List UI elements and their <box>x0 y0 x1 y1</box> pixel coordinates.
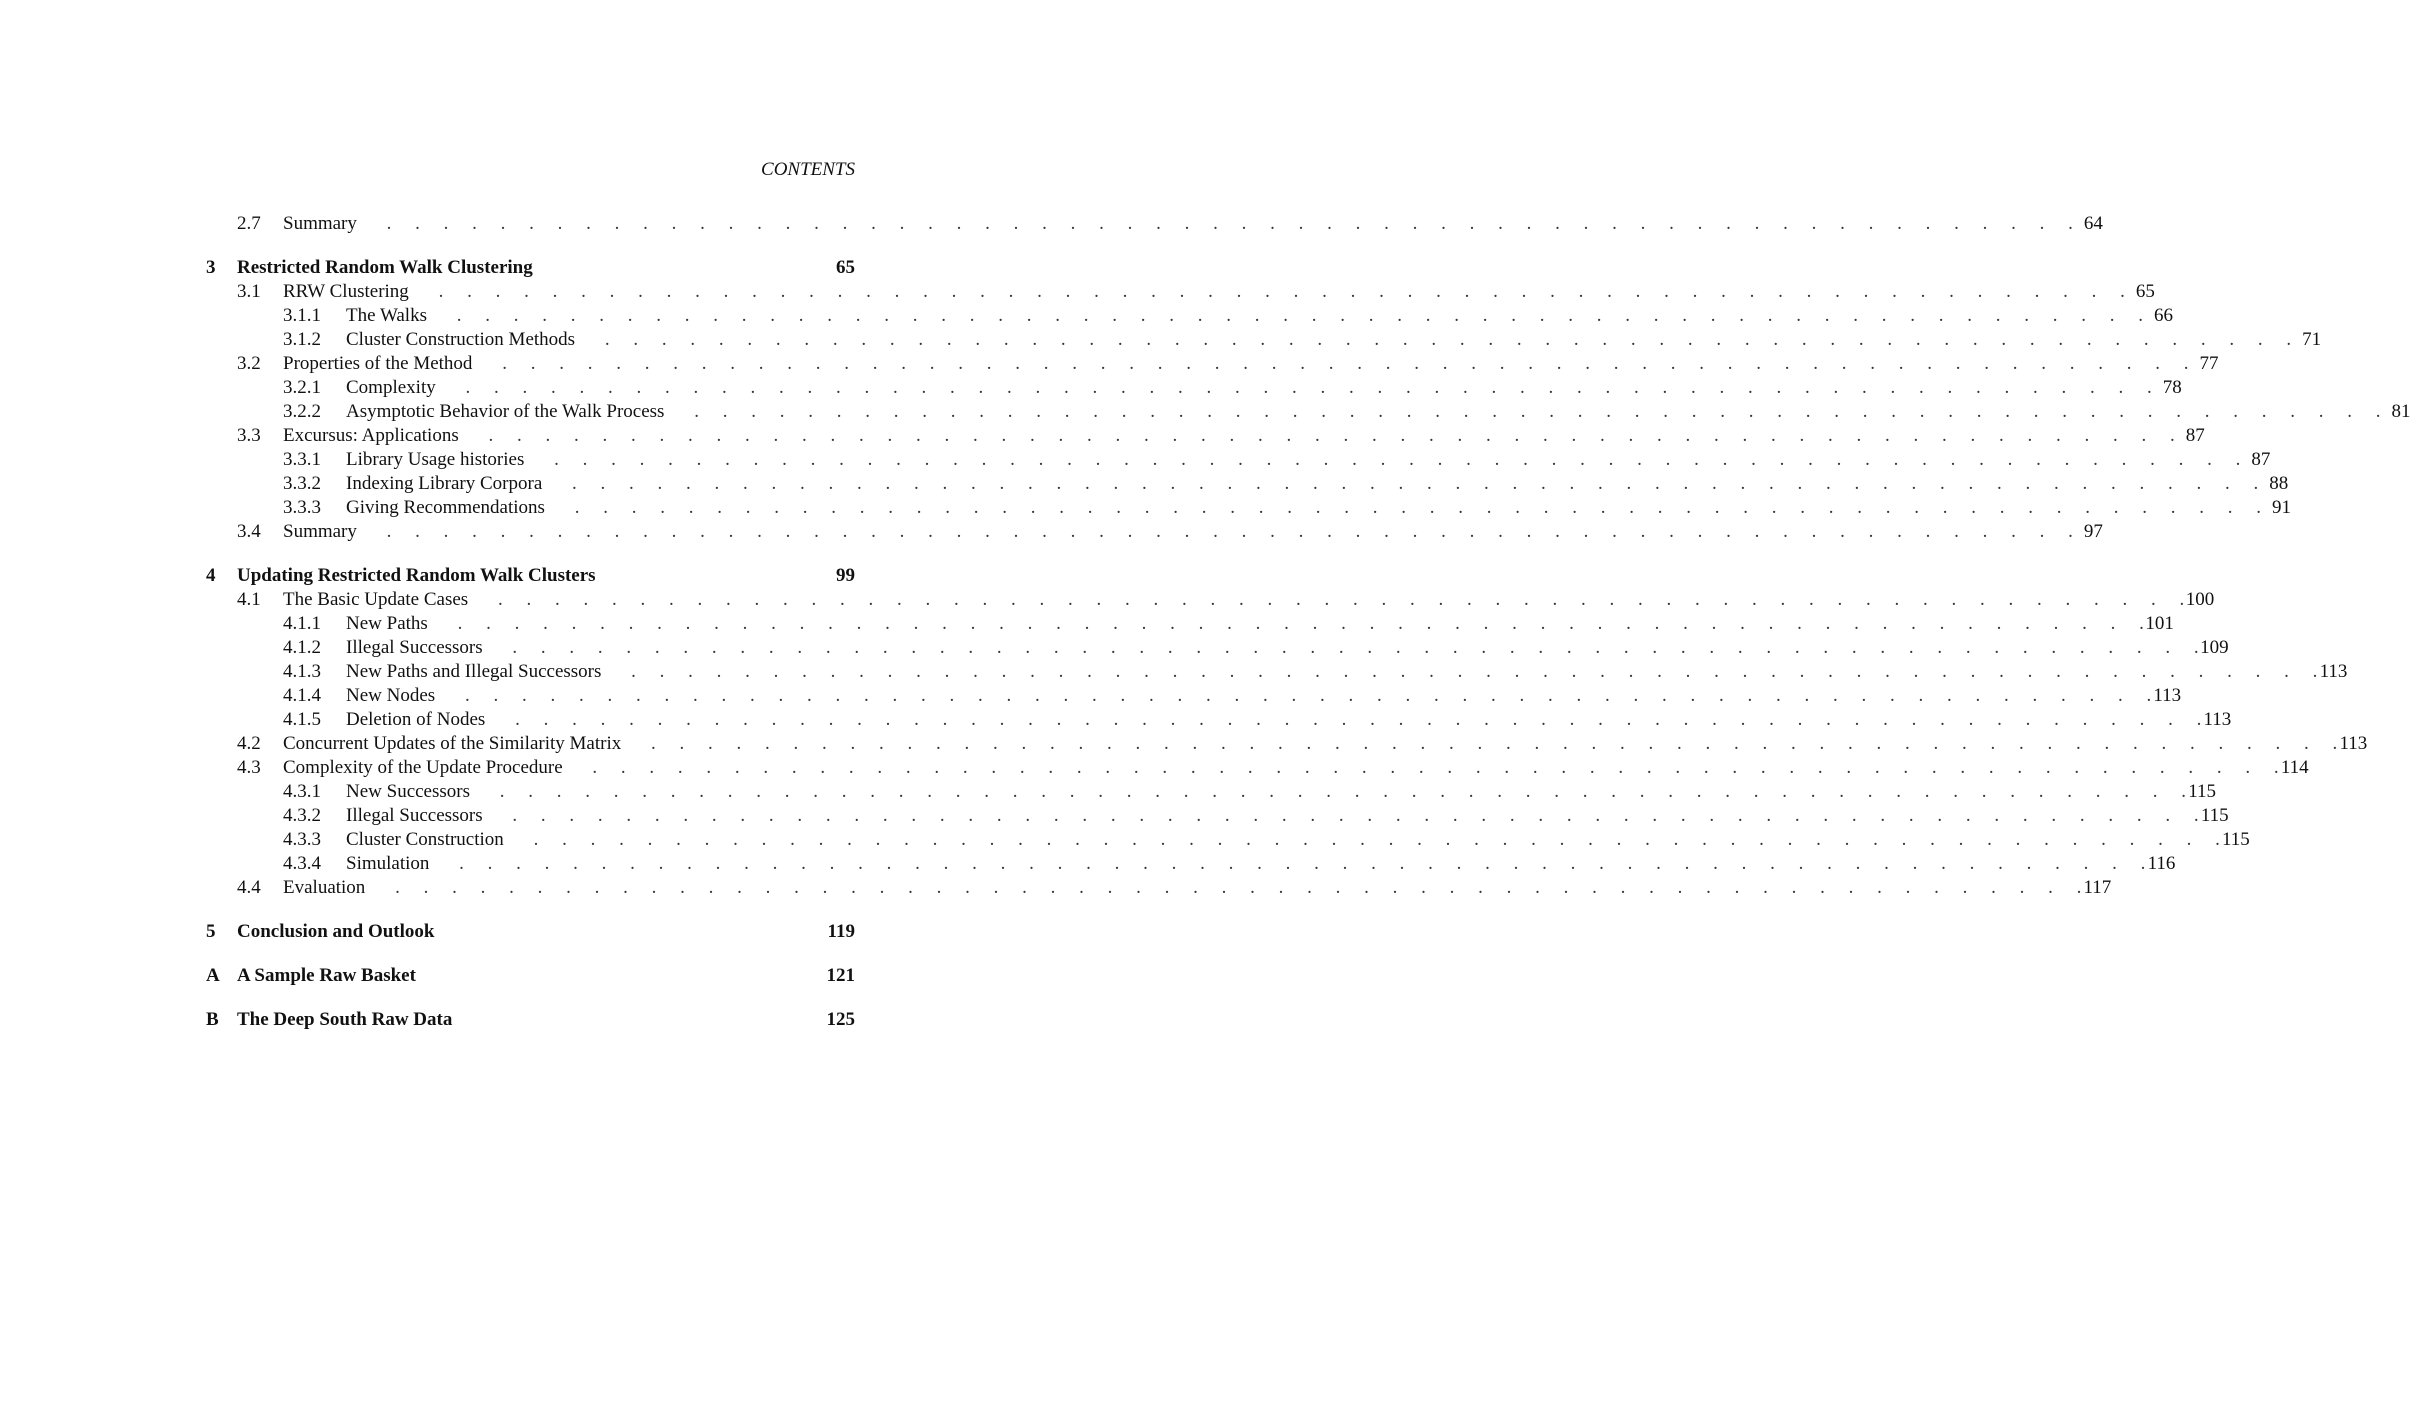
dot-leader: . . . . . . . . . . . . . . . . . . . . . . . . . . . . . . . . . . . . . . . . . . . . . . . . . . . . . . . . . . . . <box>530 449 2241 470</box>
dot-leader: . . . . . . . . . . . . . . . . . . . . . . . . . . . . . . . . . . . . . . . . . . . . . . . . . . . . . . . . . . . . <box>568 757 2279 778</box>
toc-entry[interactable] <box>0 852 2176 876</box>
dot-leader: . . . . . . . . . . . . . . . . . . . . . . . . . . . . . . . . . . . . . . . . . . . . . . . . . . . . . . . . . . . . <box>371 877 2082 898</box>
entry-number: 4.1.4 <box>283 685 321 706</box>
toc-entry[interactable] <box>0 520 2103 544</box>
toc-entry[interactable] <box>0 636 2229 660</box>
page-number: 65 <box>836 257 855 278</box>
dot-leader: . . . . . . . . . . . . . . . . . . . . . . . . . . . . . . . . . . . . . . . . . . . . . . . . . . . . . . . . . . . . <box>464 425 2175 446</box>
page-number: 87 <box>2251 449 2271 470</box>
entry-number: 3.2.2 <box>283 401 321 422</box>
running-header: CONTENTS <box>761 159 855 180</box>
entry-title: RRW Clustering <box>283 281 415 303</box>
toc-chapter-entry[interactable] <box>0 920 855 944</box>
entry-title: Evaluation <box>283 877 371 899</box>
toc-entry[interactable] <box>0 612 2174 636</box>
entry-title: Concurrent Updates of the Similarity Matrix <box>283 733 627 755</box>
page-number: 101 <box>2145 613 2174 634</box>
entry-number: 4.3.3 <box>283 829 321 850</box>
toc-entry[interactable] <box>0 328 2322 352</box>
entry-title: New Paths and Illegal Successors <box>346 661 607 683</box>
page-number: 78 <box>2162 377 2182 398</box>
dot-leader: . . . . . . . . . . . . . . . . . . . . . . . . . . . . . . . . . . . . . . . . . . . . . . . . . . . . . . . . . . . . <box>441 685 2152 706</box>
entry-number: 3.3.1 <box>283 449 321 470</box>
toc-entry[interactable] <box>0 828 2250 852</box>
entry-number: 3 <box>206 257 216 278</box>
entry-number: 5 <box>206 921 216 942</box>
entry-number: 3.1.2 <box>283 329 321 350</box>
page-number: 87 <box>2185 425 2205 446</box>
dot-leader: . . . . . . . . . . . . . . . . . . . . . . . . . . . . . . . . . . . . . . . . . . . . . . . . . . . . . . . . . . . . <box>607 661 2318 682</box>
toc-entry[interactable] <box>0 472 2289 496</box>
entry-number: 2.7 <box>237 213 261 234</box>
page-number: 81 <box>2391 401 2410 422</box>
entry-title: Restricted Random Walk Clustering <box>237 257 539 279</box>
page-number: 91 <box>2271 497 2291 518</box>
dot-leader: . . . . . . . . . . . . . . . . . . . . . . . . . . . . . . . . . . . . . . . . . . . . . . . . . . . . . . . . . . . . <box>509 829 2220 850</box>
entry-title: New Nodes <box>346 685 441 707</box>
entry-title: New Paths <box>346 613 434 635</box>
page-number: 115 <box>2200 805 2229 826</box>
entry-title: Illegal Successors <box>346 637 489 659</box>
entry-title: Complexity of the Update Procedure <box>283 757 569 779</box>
entry-number: 4.1.3 <box>283 661 321 682</box>
entry-title: Library Usage histories <box>346 449 530 471</box>
entry-title: New Successors <box>346 781 476 803</box>
dot-leader: . . . . . . . . . . . . . . . . . . . . . . . . . . . . . . . . . . . . . . . . . . . . . . . . . . . . . . . . . . . . <box>435 853 2146 874</box>
page-number: 100 <box>2185 589 2215 610</box>
page-number: 64 <box>2083 213 2103 234</box>
page-number: 114 <box>2280 757 2309 778</box>
toc-entry[interactable] <box>0 588 2215 612</box>
dot-leader: . . . . . . . . . . . . . . . . . . . . . . . . . . . . . . . . . . . . . . . . . . . . . . . . . . . . . . . . . . . . <box>414 281 2125 302</box>
entry-number: 3.3.2 <box>283 473 321 494</box>
entry-number: 4.1 <box>237 589 261 610</box>
page-number: 113 <box>2339 733 2368 754</box>
entry-title: Summary <box>283 521 363 543</box>
toc-entry[interactable] <box>0 424 2205 448</box>
entry-title: A Sample Raw Basket <box>237 965 422 987</box>
dot-leader: . . . . . . . . . . . . . . . . . . . . . . . . . . . . . . . . . . . . . . . . . . . . . . . . . . . . . . . . . . . . <box>548 473 2259 494</box>
page-number: 65 <box>2135 281 2155 302</box>
page-number: 88 <box>2269 473 2289 494</box>
page-number: 113 <box>2203 709 2232 730</box>
dot-leader: . . . . . . . . . . . . . . . . . . . . . . . . . . . . . . . . . . . . . . . . . . . . . . . . . . . . . . . . . . . . <box>362 521 2073 542</box>
dot-leader: . . . . . . . . . . . . . . . . . . . . . . . . . . . . . . . . . . . . . . . . . . . . . . . . . . . . . . . . . . . . <box>474 589 2185 610</box>
entry-number: 3.2.1 <box>283 377 321 398</box>
entry-number: 4.1.1 <box>283 613 321 634</box>
toc-chapter-entry[interactable] <box>0 1008 855 1032</box>
entry-title: Asymptotic Behavior of the Walk Process <box>346 401 670 423</box>
toc-entry[interactable] <box>0 708 2232 732</box>
toc-entry[interactable] <box>0 804 2229 828</box>
entry-title: Cluster Construction Methods <box>346 329 581 351</box>
page-number: 66 <box>2153 305 2173 326</box>
toc-chapter-entry[interactable] <box>0 564 855 588</box>
dot-leader: . . . . . . . . . . . . . . . . . . . . . . . . . . . . . . . . . . . . . . . . . . . . . . . . . . . . . . . . . . . . <box>478 353 2189 374</box>
dot-leader: . . . . . . . . . . . . . . . . . . . . . . . . . . . . . . . . . . . . . . . . . . . . . . . . . . . . . . . . . . . . <box>433 613 2144 634</box>
page-number: 121 <box>826 965 855 986</box>
entry-title: Conclusion and Outlook <box>237 921 440 943</box>
page-number: 113 <box>2319 661 2348 682</box>
page-number: 99 <box>836 565 855 586</box>
entry-number: 4.3.4 <box>283 853 321 874</box>
toc-entry[interactable] <box>0 660 2348 684</box>
entry-number: 4.3.1 <box>283 781 321 802</box>
entry-number: 3.1 <box>237 281 261 302</box>
entry-title: Excursus: Applications <box>283 425 465 447</box>
entry-number: 4.2 <box>237 733 261 754</box>
page-number: 115 <box>2188 781 2217 802</box>
dot-leader: . . . . . . . . . . . . . . . . . . . . . . . . . . . . . . . . . . . . . . . . . . . . . . . . . . . . . . . . . . . . <box>362 213 2073 234</box>
dot-leader: . . . . . . . . . . . . . . . . . . . . . . . . . . . . . . . . . . . . . . . . . . . . . . . . . . . . . . . . . . . . <box>432 305 2143 326</box>
toc-entry[interactable] <box>0 280 2155 304</box>
entry-title: Giving Recommendations <box>346 497 551 519</box>
entry-title: Indexing Library Corpora <box>346 473 548 495</box>
entry-number: 4.1.5 <box>283 709 321 730</box>
toc-entry[interactable] <box>0 400 2410 424</box>
dot-leader: . . . . . . . . . . . . . . . . . . . . . . . . . . . . . . . . . . . . . . . . . . . . . . . . . . . . . . . . . . . . <box>627 733 2338 754</box>
entry-number: 4 <box>206 565 216 586</box>
entry-title: Complexity <box>346 377 442 399</box>
page-number: 119 <box>827 921 855 942</box>
entry-number: 3.4 <box>237 521 261 542</box>
dot-leader: . . . . . . . . . . . . . . . . . . . . . . . . . . . . . . . . . . . . . . . . . . . . . . . . . . . . . . . . . . . . <box>581 329 2292 350</box>
dot-leader: . . . . . . . . . . . . . . . . . . . . . . . . . . . . . . . . . . . . . . . . . . . . . . . . . . . . . . . . . . . . <box>476 781 2187 802</box>
toc-chapter-entry[interactable] <box>0 256 855 280</box>
entry-title: Deletion of Nodes <box>346 709 491 731</box>
entry-title: Updating Restricted Random Walk Clusters <box>237 565 602 587</box>
entry-title: Summary <box>283 213 363 235</box>
page-number: 125 <box>826 1009 855 1030</box>
page-number: 117 <box>2083 877 2112 898</box>
toc-entry[interactable] <box>0 756 2309 780</box>
entry-number: A <box>206 965 220 986</box>
entry-number: 3.2 <box>237 353 261 374</box>
toc-entry[interactable] <box>0 376 2182 400</box>
toc-entry[interactable] <box>0 684 2182 708</box>
dot-leader: . . . . . . . . . . . . . . . . . . . . . . . . . . . . . . . . . . . . . . . . . . . . . . . . . . . . . . . . . . . . <box>670 401 2381 422</box>
page-number: 113 <box>2153 685 2182 706</box>
toc-chapter-entry[interactable] <box>0 964 855 988</box>
entry-title: The Walks <box>346 305 433 327</box>
entry-title: The Basic Update Cases <box>283 589 474 611</box>
page-number: 116 <box>2147 853 2176 874</box>
toc-entry[interactable] <box>0 496 2291 520</box>
entry-number: 3.3 <box>237 425 261 446</box>
entry-number: 4.1.2 <box>283 637 321 658</box>
entry-number: 3.3.3 <box>283 497 321 518</box>
page-number: 97 <box>2083 521 2103 542</box>
entry-title: Cluster Construction <box>346 829 510 851</box>
page-number: 115 <box>2222 829 2250 850</box>
dot-leader: . . . . . . . . . . . . . . . . . . . . . . . . . . . . . . . . . . . . . . . . . . . . . . . . . . . . . . . . . . . . <box>550 497 2261 518</box>
entry-title: Properties of the Method <box>283 353 478 375</box>
toc-entry[interactable] <box>0 876 2112 900</box>
dot-leader: . . . . . . . . . . . . . . . . . . . . . . . . . . . . . . . . . . . . . . . . . . . . . . . . . . . . . . . . . . . . <box>491 709 2202 730</box>
entry-title: Simulation <box>346 853 435 875</box>
dot-leader: . . . . . . . . . . . . . . . . . . . . . . . . . . . . . . . . . . . . . . . . . . . . . . . . . . . . . . . . . . . . <box>488 637 2199 658</box>
entry-number: 4.4 <box>237 877 261 898</box>
entry-number: 4.3.2 <box>283 805 321 826</box>
entry-number: 4.3 <box>237 757 261 778</box>
toc-entry[interactable] <box>0 448 2271 472</box>
entry-title: Illegal Successors <box>346 805 489 827</box>
entry-number: 3.1.1 <box>283 305 321 326</box>
toc-entry[interactable] <box>0 732 2368 756</box>
toc-entry[interactable] <box>0 304 2173 328</box>
page-number: 77 <box>2199 353 2219 374</box>
toc-entry[interactable] <box>0 212 2103 236</box>
page-number: 109 <box>2200 637 2229 658</box>
page-number: 71 <box>2302 329 2322 350</box>
dot-leader: . . . . . . . . . . . . . . . . . . . . . . . . . . . . . . . . . . . . . . . . . . . . . . . . . . . . . . . . . . . . <box>488 805 2199 826</box>
toc-entry[interactable] <box>0 780 2217 804</box>
entry-number: B <box>206 1009 219 1030</box>
entry-title: The Deep South Raw Data <box>237 1009 458 1031</box>
dot-leader: . . . . . . . . . . . . . . . . . . . . . . . . . . . . . . . . . . . . . . . . . . . . . . . . . . . . . . . . . . . . <box>441 377 2152 398</box>
toc-entry[interactable] <box>0 352 2219 376</box>
